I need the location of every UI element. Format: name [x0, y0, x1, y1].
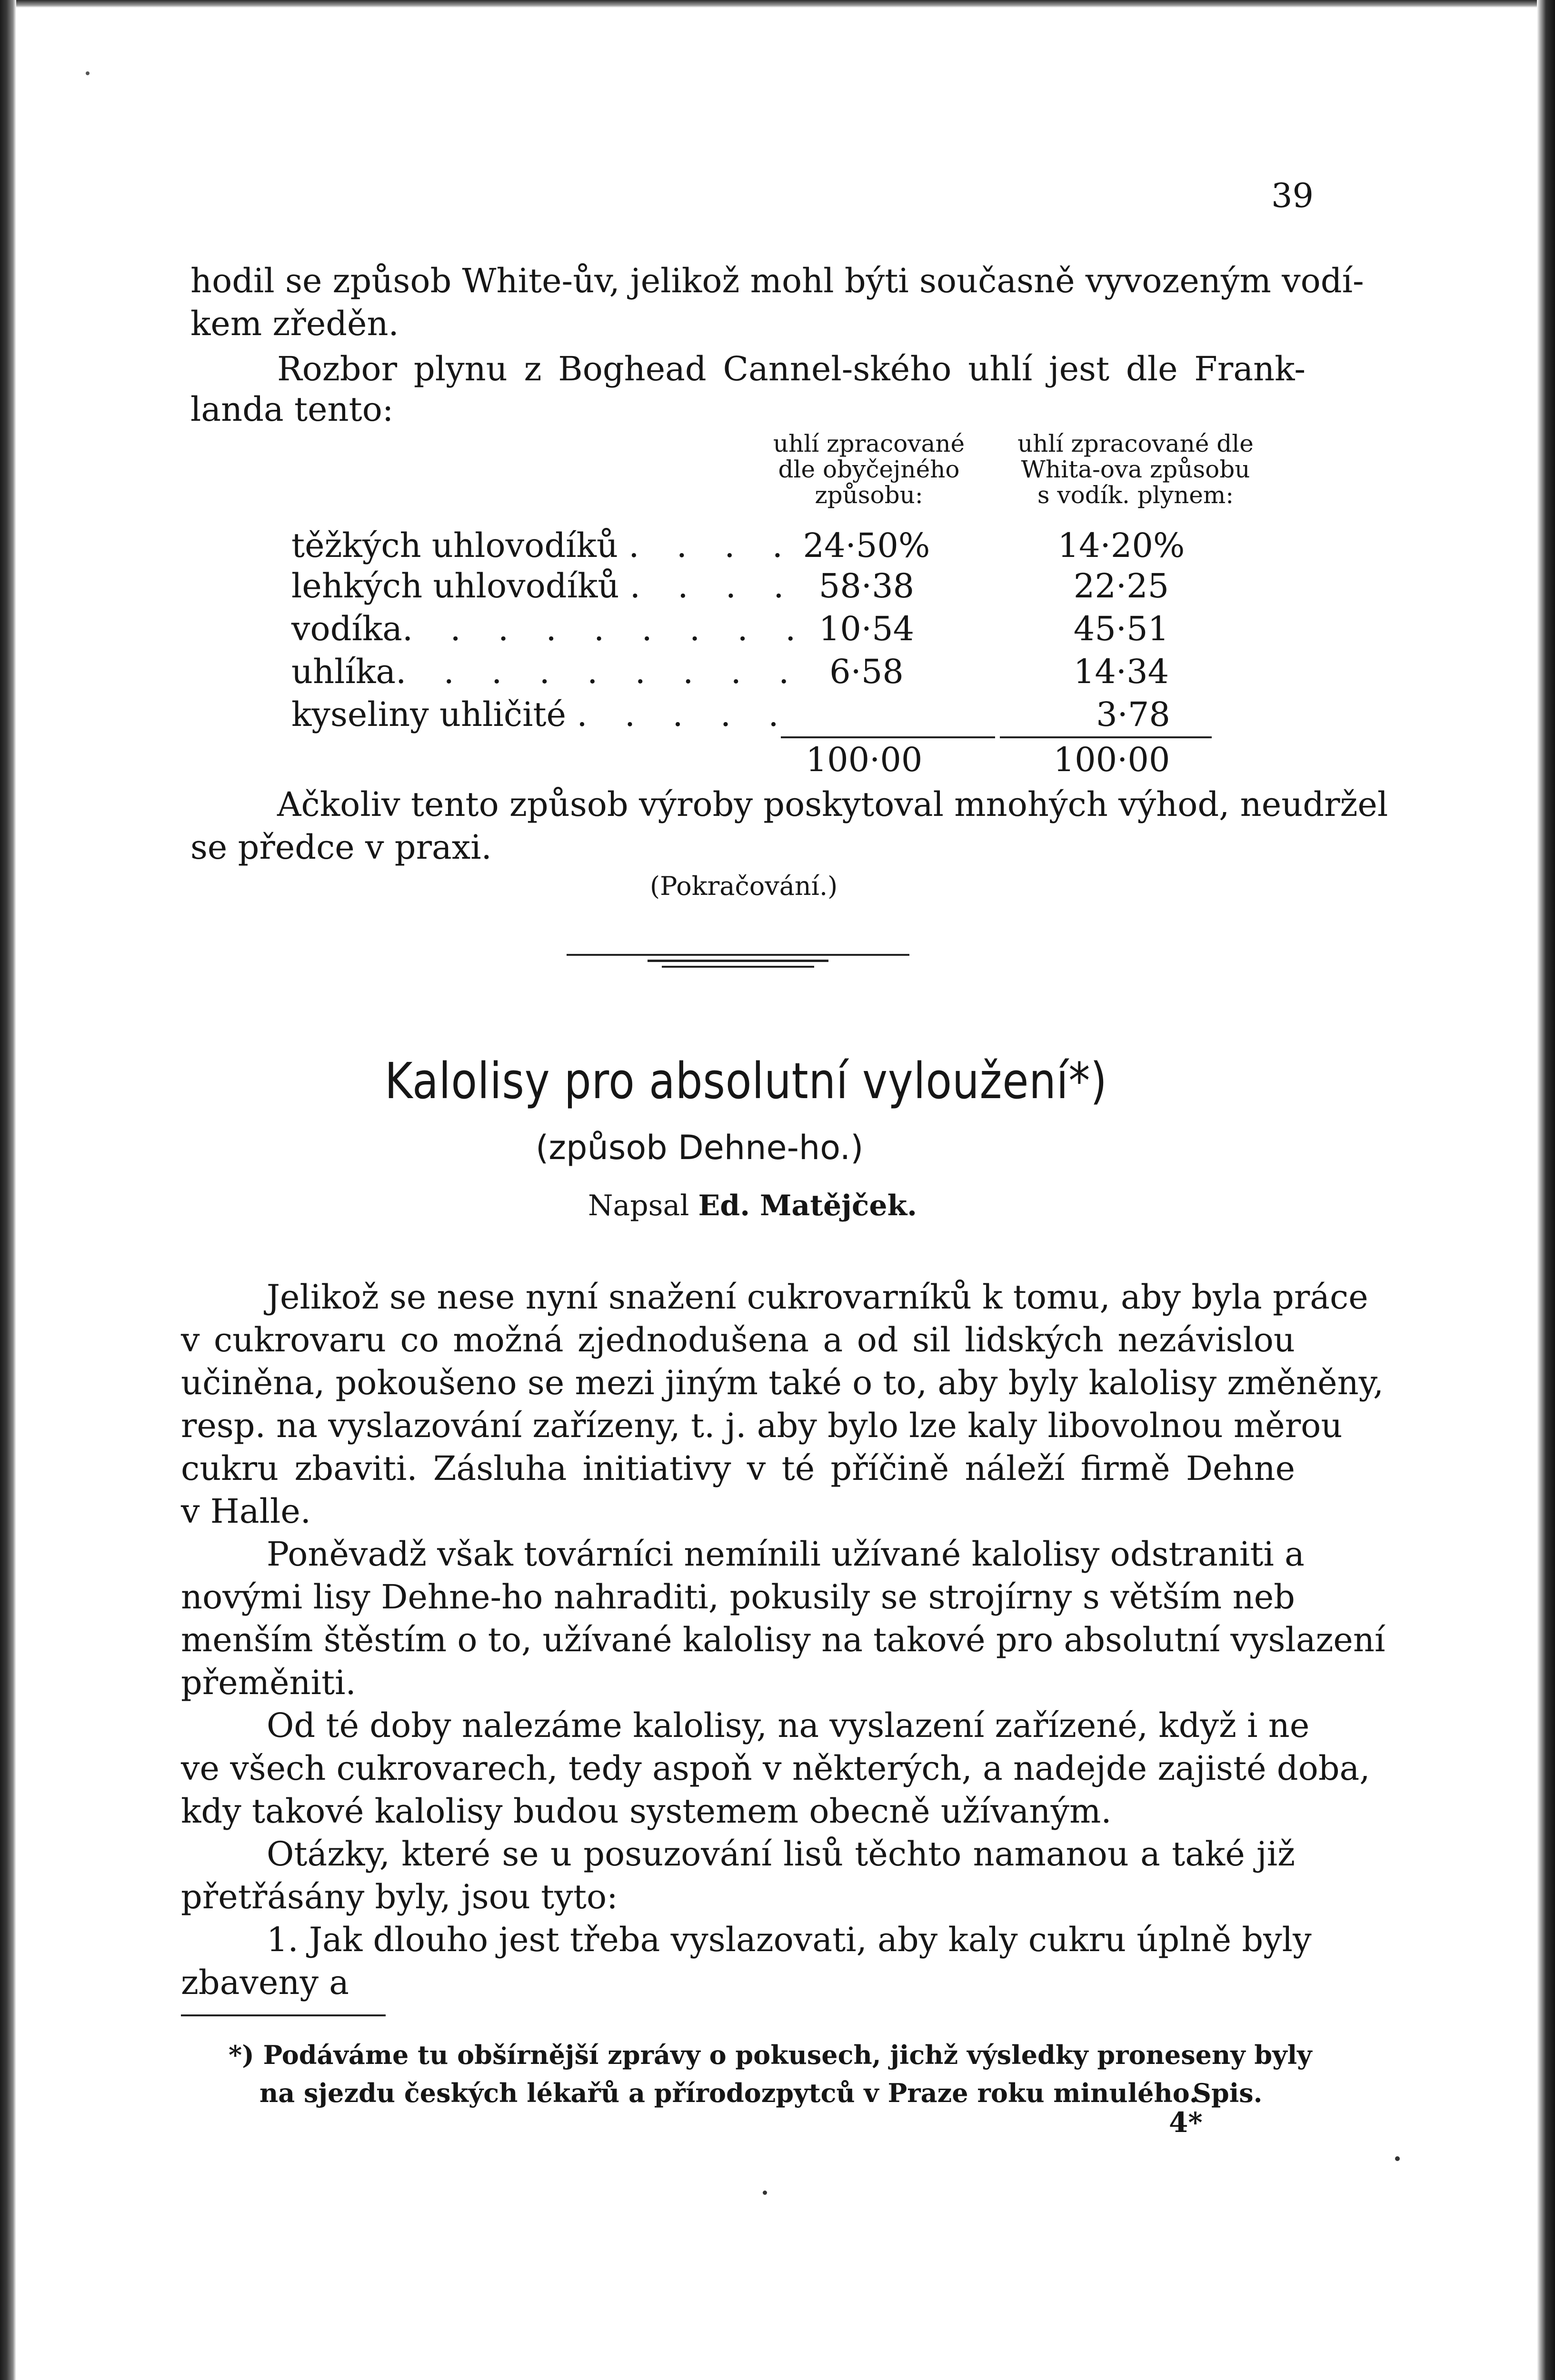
table-cell: 58·38	[818, 566, 915, 605]
text-line: 1. Jak dlouho jest třeba vyslazovati, aby kaly cukru úplně byly	[267, 1920, 1312, 1959]
article-author: Napsal Ed. Matějček.	[588, 1189, 917, 1222]
article-title: Kalolisy pro absolutní vyloužení*)	[385, 1052, 1107, 1110]
table-row-label: uhlíka. . . . . . . . .	[291, 652, 803, 691]
text-line: přetřásány byly, jsou tyto:	[181, 1877, 618, 1916]
text-line: Otázky, které se u posuzování lisů těchto namanou a také již	[267, 1835, 1295, 1874]
text-line: přeměniti.	[181, 1663, 356, 1702]
table-total: 100·00	[1053, 740, 1170, 779]
scan-left-edge	[0, 0, 16, 2380]
text-line: Jelikož se nese nyní snažení cukrovarníků k tomu, aby byla práce	[267, 1278, 1368, 1317]
table-row-label: lehkých uhlovodíků . . . .	[291, 566, 797, 605]
text-line: resp. na vyslazování zařízeny, t. j. aby bylo lze kaly libovolnou měrou	[181, 1406, 1343, 1445]
table-cell: 22·25	[1073, 566, 1169, 605]
signature-mark: 4*	[1169, 2106, 1203, 2139]
text-line: menším štěstím o to, užívané kalolisy na takové pro absolutní vyslazení	[181, 1620, 1386, 1659]
table-total: 100·00	[806, 740, 923, 779]
text-line: v Halle.	[181, 1492, 311, 1531]
article-subtitle: (způsob Dehne-ho.)	[536, 1128, 864, 1167]
text-line: v cukrovaru co možná zjednodušena a od sil lidských nezávislou	[181, 1320, 1295, 1359]
scan-speck	[86, 71, 90, 75]
table-cell: 6·58	[829, 652, 904, 691]
table-row-label: vodíka. . . . . . . . .	[291, 609, 809, 648]
column-header-ordinary: uhlí zpracované dle obyčejného způsobu:	[773, 430, 965, 509]
table-cell: 24·50%	[803, 526, 930, 565]
table-cell: 3·78	[1096, 695, 1170, 734]
text-line: Od té doby nalezáme kalolisy, na vyslazení zařízené, když i ne	[267, 1706, 1310, 1745]
table-row-label: kyseliny uhličité . . . . .	[291, 695, 792, 734]
text-line: hodil se způsob White-ův, jelikož mohl býti současně vyvozeným vodí-	[190, 261, 1364, 300]
text-line: cukru zbaviti. Zásluha initiativy v té příčině náleží firmě Dehne	[181, 1449, 1295, 1488]
footnote-line: *) Podáváme tu obšírnější zprávy o pokusech, jichž výsledky proneseny byly	[229, 2040, 1312, 2070]
table-cell: 10·54	[818, 609, 915, 648]
scan-speck	[763, 2191, 767, 2195]
text-line: Rozbor plynu z Boghead Cannel-ského uhlí jest dle Frank-	[277, 349, 1306, 388]
footnote-rule	[181, 2014, 386, 2016]
footnote-source: Spis.	[1193, 2078, 1263, 2108]
table-cell: 14·34	[1073, 652, 1169, 691]
table-row-label: těžkých uhlovodíků . . . .	[291, 526, 797, 565]
text-line: ve všech cukrovarech, tedy aspoň v některých, a nadejde zajisté doba,	[181, 1749, 1370, 1788]
text-line: kem zředěn.	[190, 304, 399, 343]
continuation-note: (Pokračování.)	[650, 871, 838, 901]
sum-rule	[781, 736, 995, 738]
scan-top-edge	[0, 0, 1555, 8]
sum-rule	[1000, 736, 1212, 738]
text-line: se předce v praxi.	[190, 828, 492, 867]
text-line: zbaveny a	[181, 1963, 349, 2002]
column-header-white: uhlí zpracované dle Whita-ova způsobu s vodík. plynem:	[1017, 430, 1254, 509]
text-line: landa tento:	[190, 390, 394, 429]
scan-speck	[1395, 2156, 1400, 2161]
text-line: novými lisy Dehne-ho nahraditi, pokusily se strojírny s větším neb	[181, 1577, 1295, 1616]
table-cell: 14·20%	[1057, 526, 1185, 565]
text-line: Poněvadž však továrníci nemínili užívané kalolisy odstraniti a	[267, 1535, 1305, 1574]
scan-right-edge	[1537, 0, 1555, 2380]
footnote-line: na sjezdu českých lékařů a přírodozpytců v Praze roku minulého.	[259, 2078, 1198, 2108]
text-line: kdy takové kalolisy budou systemem obecně užívaným.	[181, 1792, 1112, 1831]
table-cell: 45·51	[1073, 609, 1169, 648]
text-line: Ačkoliv tento způsob výroby poskytoval mnohých výhod, neudržel	[277, 785, 1388, 824]
page-number: 39	[1271, 176, 1314, 215]
text-line: učiněna, pokoušeno se mezi jiným také o to, aby byly kalolisy změněny,	[181, 1363, 1384, 1402]
